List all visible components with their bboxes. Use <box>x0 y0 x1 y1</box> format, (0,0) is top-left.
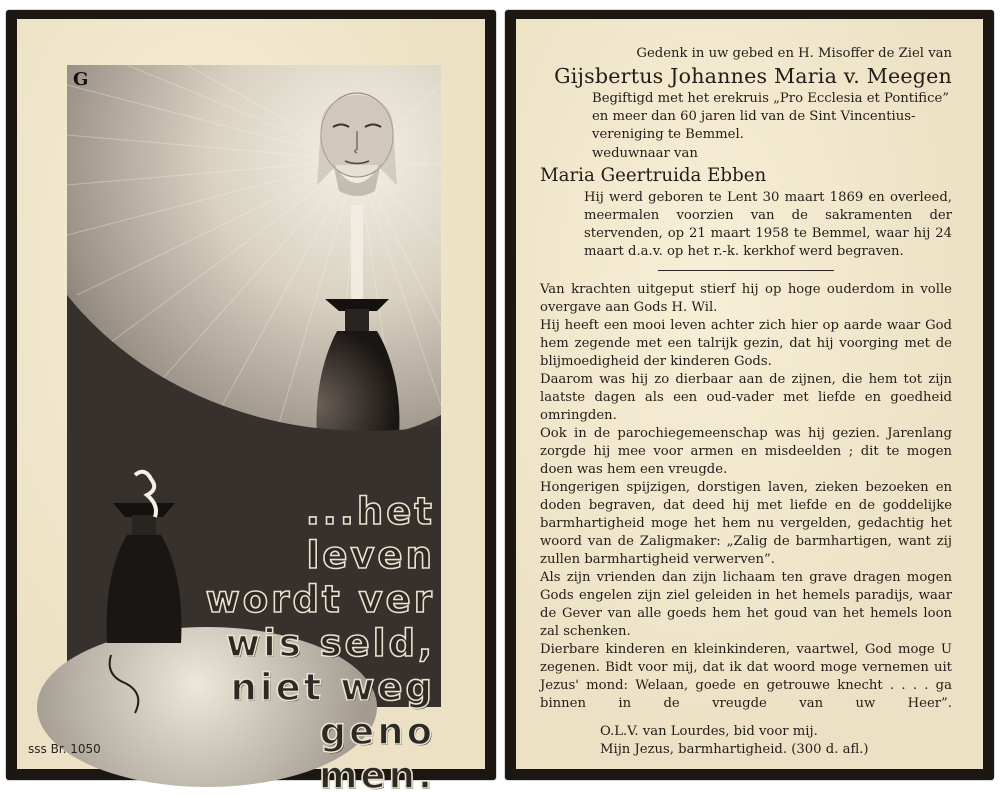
body-paragraph: Ook in de parochiegemeenschap was hij gezien. Jarenlang zorgde hij mee voor armen en misdeelden ; dit te mogen doen was hem een vreugde. <box>540 426 952 477</box>
memorial-body <box>540 281 952 713</box>
intro-line: Gedenk in uw gebed en H. Misoffer de Ziel van <box>636 46 952 61</box>
right-card <box>505 10 994 780</box>
printer-code: sss Br. 1050 <box>28 742 101 756</box>
deceased-name: Gijsbertus Johannes Maria v. Meegen <box>554 64 952 88</box>
closing-prayer <box>540 723 952 759</box>
closing-line: Mijn Jezus, barmhartigheid. (300 d. afl.) <box>600 742 869 757</box>
monogram: G <box>73 69 89 90</box>
memorial-text <box>540 45 952 759</box>
honours-line: en meer dan 60 jaren lid van de Sint Vincentius- <box>592 109 916 124</box>
life-facts: Hij werd geboren te Lent 30 maart 1869 en overleed, meermalen voorzien van de sakramenten der stervenden, op 21 maart 1958 te Bemmel, waar hij 24 maart d.a.v. op het r.-k. kerkhof werd begraven. <box>584 190 952 259</box>
caption-line: wis seld, <box>225 622 435 665</box>
caption-line: niet weg <box>230 666 435 709</box>
devotional-picture <box>67 65 441 797</box>
widower-label: weduwnaar van <box>592 146 698 161</box>
body-paragraph: Als zijn vrienden dan zijn lichaam ten grave dragen mogen Gods engelen zijn ziel geleiden in het hemels paradijs, waar de Gever van alle goeds hem het goud van het hemels loon zal schenken. <box>540 570 952 639</box>
body-paragraph: Hij heeft een mooi leven achter zich hier op aarde waar God hem zegende met een talrijk gezin, dat hij voorging met de blijmoedigheid der kinderen Gods. <box>540 318 952 369</box>
left-card-paper <box>17 19 485 797</box>
body-paragraph: Dierbare kinderen en kleinkinderen, vaartwel, God moge U zegenen. Bidt voor mij, dat ik dat woord moge vernemen uit Jezus' mond: Welaan, goede en getrouwe knecht . . . . ga binnen in de vreugde van uw Heer”. <box>540 642 952 711</box>
caption-line: ...het leven <box>305 490 435 577</box>
caption-line: geno <box>319 710 435 753</box>
body-paragraph: Van krachten uitgeput stierf hij op hoge ouderdom in volle overgave aan Gods H. Wil. <box>540 282 952 315</box>
caption-line: wordt ver <box>205 578 435 621</box>
divider <box>658 270 834 271</box>
left-card <box>6 10 496 797</box>
spouse-name: Maria Geertruida Ebben <box>540 165 767 186</box>
body-paragraph: Daarom was hij zo dierbaar aan de zijnen, die hem tot zijn laatste dagen als een oud-vader met liefde en goedheid omringden. <box>540 372 952 423</box>
body-paragraph: Hongerigen spijzigen, dorstigen laven, zieken bezoeken en doden begraven, dat deed hij met liefde en de goddelijke barmhartigheid moge het hem nu vergelden, gedachtig het woord van de Zaligmaker: „Zalig de barmhartigen, want zij zullen barmhartigheid verwerven”. <box>540 480 952 567</box>
honours-line: vereniging te Bemmel. <box>592 127 744 142</box>
right-card-paper <box>516 19 983 769</box>
closing-line: O.L.V. van Lourdes, bid voor mij. <box>600 724 818 739</box>
caption-line: men. <box>318 754 435 797</box>
picture-caption <box>195 490 435 798</box>
honours-line: Begiftigd met het erekruis „Pro Ecclesia et Pontifice” <box>592 91 950 106</box>
